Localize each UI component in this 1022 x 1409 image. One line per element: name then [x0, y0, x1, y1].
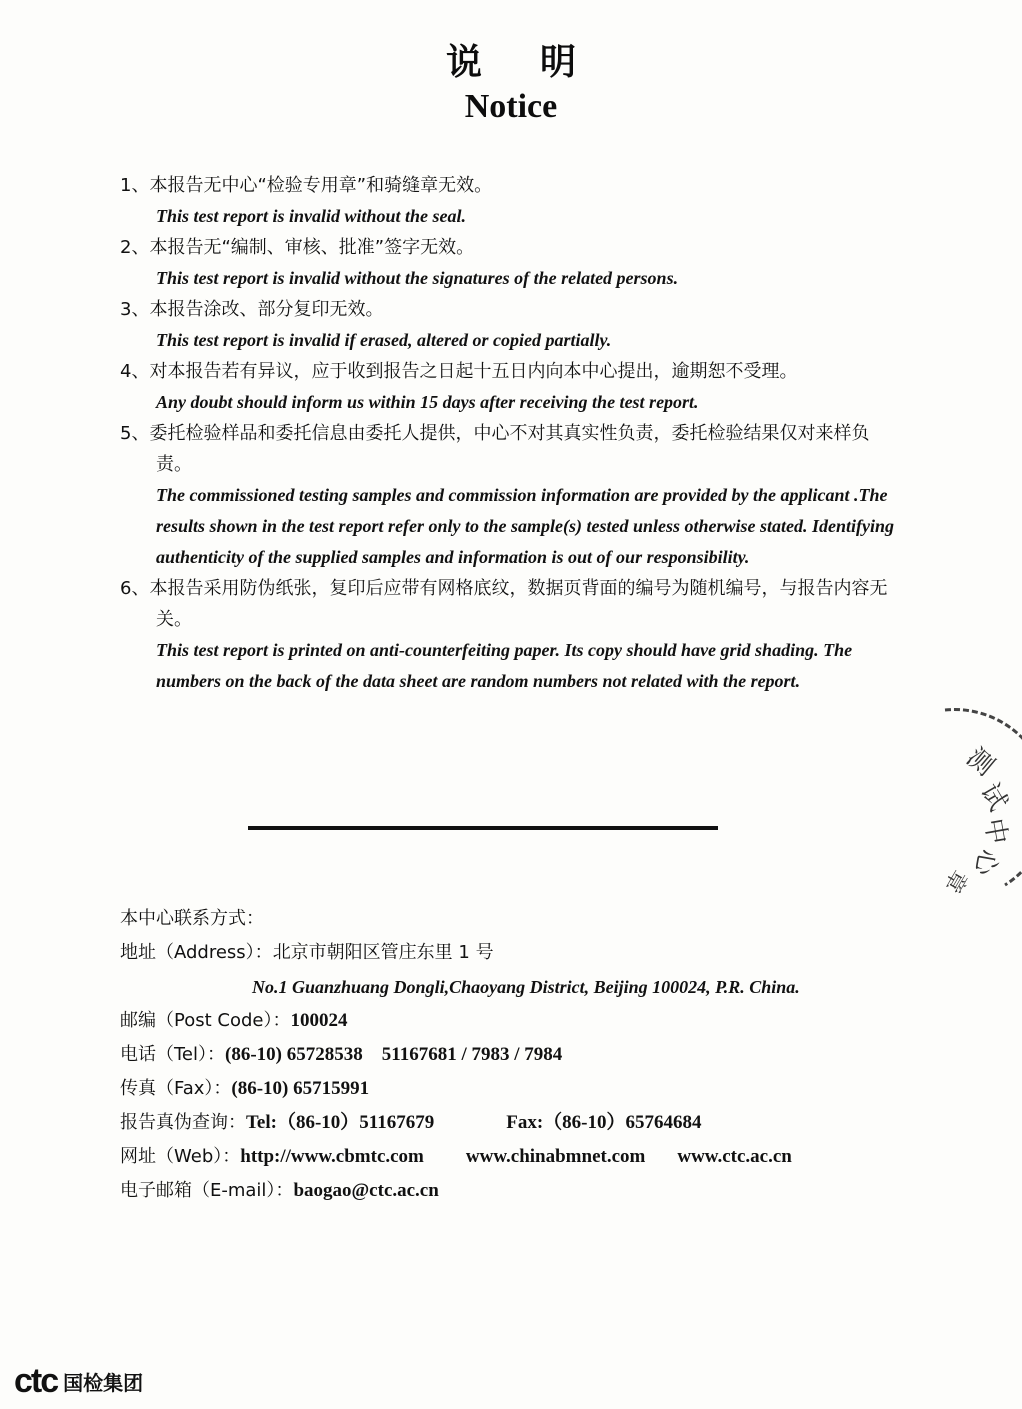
notice-item-english: This test report is invalid without the seal. [156, 206, 467, 226]
notice-item-english: This test report is printed on anti-counterfeiting paper. Its copy should have grid shading. The numbers on the back of the data sheet are random numbers not related with the report. [156, 640, 853, 691]
tel-value: (86-10) 65728538 51167681 / 7983 / 7984 [225, 1044, 563, 1065]
notice-item [120, 294, 900, 356]
verify-row [120, 1106, 900, 1140]
post-code-value: 100024 [290, 1010, 348, 1031]
ctc-logo-text: 国检集团 [63, 1371, 144, 1395]
notice-list [120, 170, 900, 697]
web-link-cbmtc[interactable]: http://www.cbmtc.com [240, 1146, 424, 1167]
notice-item-english: This test report is invalid without the signatures of the related persons. [156, 268, 679, 288]
address-english: No.1 Guanzhuang Dongli,Chaoyang District, Beijing 100024, P.R. China. [252, 977, 800, 997]
notice-item-english: This test report is invalid if erased, altered or copied partially. [156, 330, 612, 350]
notice-item-chinese: 6、本报告采用防伪纸张，复印后应带有网格底纹，数据页背面的编号为随机编号，与报告内容无关。 [120, 578, 888, 630]
notice-item-english: Any doubt should inform us within 15 days after receiving the test report. [156, 392, 699, 412]
fax-value: (86-10) 65715991 [231, 1078, 370, 1099]
notice-item-chinese: 4、对本报告若有异议，应于收到报告之日起十五日内向本中心提出，逾期恕不受理。 [120, 361, 798, 382]
fax-row [120, 1072, 900, 1106]
section-divider [248, 826, 718, 830]
web-link-chinabmnet[interactable]: www.chinabmnet.com [465, 1146, 646, 1167]
page-title-chinese: 说明 [445, 42, 634, 83]
web-row [120, 1140, 900, 1174]
svg-text:中: 中 [978, 816, 1013, 847]
testing-center-seal [925, 690, 1022, 900]
verify-label: 报告真伪查询： [120, 1112, 246, 1133]
notice-item-chinese: 2、本报告无“编制、审核、批准”签字无效。 [120, 237, 475, 258]
notice-item-chinese: 3、本报告涂改、部分复印无效。 [120, 299, 384, 320]
post-code-row [120, 1004, 900, 1038]
notice-item-chinese: 1、本报告无中心“检验专用章”和骑缝章无效。 [120, 175, 493, 196]
web-label: 网址（Web）： [120, 1146, 241, 1167]
notice-item [120, 418, 900, 573]
email-link[interactable]: baogao@ctc.ac.cn [293, 1180, 439, 1201]
tel-row [120, 1038, 900, 1072]
svg-text:测: 测 [960, 742, 1000, 783]
svg-text:试: 试 [973, 778, 1013, 817]
notice-item [120, 573, 900, 697]
tel-label: 电话（Tel）： [120, 1044, 226, 1065]
address-chinese: 北京市朝阳区管庄东里 1 号 [272, 942, 494, 963]
verify-tel: Tel:（86-10）51167679 [246, 1112, 435, 1133]
web-link-ctc[interactable]: www.ctc.ac.cn [677, 1146, 792, 1167]
notice-item [120, 356, 900, 418]
address-label: 地址（Address）： [120, 942, 273, 963]
verify-fax: Fax:（86-10）65764684 [506, 1112, 702, 1133]
notice-item-chinese: 5、委托检验样品和委托信息由委托人提供，中心不对其真实性负责，委托检验结果仅对来样负责。 [120, 423, 870, 475]
ctc-group-logo [14, 1362, 143, 1401]
notice-item [120, 170, 900, 232]
contact-heading: 本中心联系方式： [120, 908, 264, 929]
contact-section [120, 902, 900, 1208]
notice-item [120, 232, 900, 294]
page-title-english: Notice [464, 88, 558, 125]
post-code-label: 邮编（Post Code）： [120, 1010, 291, 1031]
email-label: 电子邮箱（E-mail）： [120, 1180, 294, 1201]
fax-label: 传真（Fax）： [120, 1078, 232, 1099]
ctc-logo-mark: ctc [14, 1362, 58, 1400]
notice-item-english: The commissioned testing samples and commission information are provided by the applicant .The results shown in the test report refer only to the sample(s) tested unless otherwise stated. Identifying authenticity of the supplied samples and information is out of our responsibility. [156, 485, 895, 567]
svg-text:心: 心 [968, 846, 1003, 878]
svg-text:章: 章 [938, 865, 972, 897]
email-row [120, 1174, 900, 1208]
address-row [120, 936, 900, 970]
